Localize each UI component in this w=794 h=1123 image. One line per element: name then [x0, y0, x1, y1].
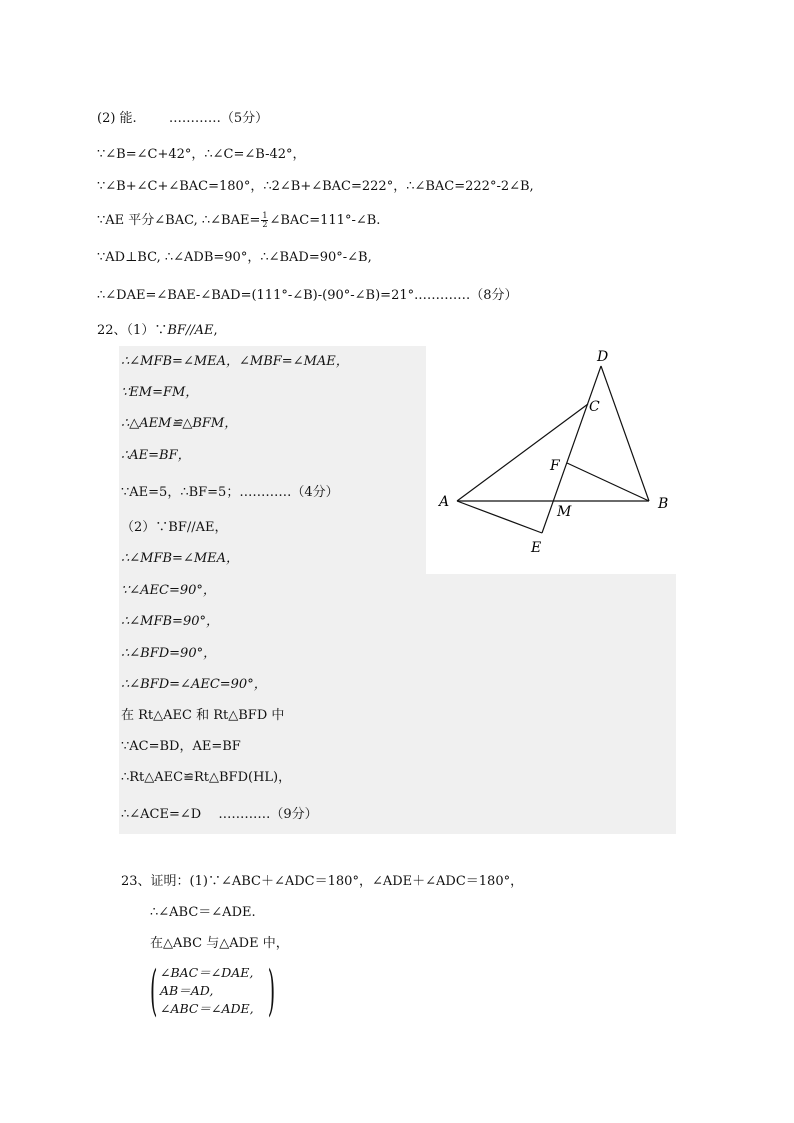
q22-line: ∵∠AEC=90°，: [121, 583, 216, 598]
q22-line: ∴∠ACE=∠D …………（9分）: [121, 807, 318, 822]
system-row: AB＝AD,: [160, 983, 214, 998]
segment-BD: [601, 366, 649, 501]
q22-line: （2）∵BF//AE，: [121, 520, 228, 535]
q22-line: ∵AC=BD，AE=BF: [121, 739, 241, 754]
q22-line: ∴∠BFD=∠AEC=90°，: [121, 677, 267, 692]
q22-line: ∴∠BFD=90°，: [121, 646, 217, 661]
q23-equation-system: [150, 959, 275, 1022]
q23-line-2: ∴∠ABC＝∠ADE.: [150, 905, 256, 920]
point-label-E: E: [531, 540, 542, 556]
q21-line-4-text-b: ∠BAC=111°-∠B.: [269, 213, 381, 228]
geometry-figure: [430, 340, 680, 570]
q21-score-1: …………（5分）: [168, 111, 269, 126]
q21-line-6: ∴∠DAE=∠BAE-∠BAD=(111°-∠B)-(90°-∠B)=21°.…………（8分）: [97, 288, 518, 303]
q21-line-1: [97, 110, 268, 128]
segment-FB: [567, 463, 649, 501]
q22-header: [97, 322, 218, 340]
q22-line: 在 Rt△AEC 和 Rt△BFD 中: [121, 708, 285, 723]
system-row: ∠ABC＝∠ADE,: [160, 1001, 254, 1016]
q22-header-comma: ,: [213, 323, 218, 338]
q21-line-4-text-a: ∵AE 平分∠BAC, ∴∠BAE=: [97, 213, 261, 228]
q22-line: ∴∠MFB=∠MEA，∠MBF=∠MAE，: [121, 354, 349, 369]
point-label-M: M: [557, 504, 572, 520]
q22-line: ∴Rt△AEC≌Rt△BFD(HL)，: [121, 770, 292, 785]
q22-header-prefix: 22、（1）∵: [97, 323, 168, 338]
fraction-numerator: 1: [262, 211, 268, 220]
q22-line: ∴AE=BF，: [121, 448, 191, 463]
q21-answer: (2) 能.: [97, 111, 137, 126]
fraction-one-half: [261, 212, 268, 229]
fraction-denominator: 2: [262, 220, 268, 229]
q22-line: ∴△AEM≌△BFM，: [121, 416, 238, 431]
q21-line-3: ∵∠B+∠C+∠BAC=180°，∴2∠B+∠BAC=222°，∴∠BAC=222°-2∠B,: [97, 179, 534, 194]
q22-line: ∴∠MFB=90°，: [121, 614, 219, 629]
q22-header-given: BF//AE: [167, 323, 214, 338]
right-paren: ): [267, 959, 275, 1022]
q22-line: ∵AE=5，∴BF=5；…………（4分）: [121, 485, 339, 500]
q23-line-3: 在△ABC 与△ADE 中，: [150, 936, 289, 951]
segment-AC: [457, 404, 588, 501]
system-row: ∠BAC＝∠DAE,: [160, 965, 254, 980]
point-label-C: C: [589, 399, 600, 415]
q21-line-5: ∵AD⊥BC, ∴∠ADB=90°，∴∠BAD=90°-∠B,: [97, 250, 372, 265]
q21-line-4: [97, 212, 380, 230]
left-brace: (: [150, 959, 158, 1022]
q22-line: ∵EM=FM，: [121, 385, 199, 400]
point-label-A: A: [439, 494, 450, 510]
segment-DE: [542, 366, 601, 533]
q21-line-2: ∵∠B=∠C+42°，∴∠C=∠B-42°，: [97, 147, 306, 162]
segment-AE: [457, 501, 542, 533]
point-label-F: F: [550, 458, 560, 474]
point-label-D: D: [597, 349, 609, 365]
q22-line: ∴∠MFB=∠MEA，: [121, 551, 240, 566]
point-label-B: B: [658, 496, 669, 512]
q23-line-1: 23、证明：(1)∵∠ABC＋∠ADC＝180°，∠ADE＋∠ADC＝180°，: [121, 874, 524, 889]
